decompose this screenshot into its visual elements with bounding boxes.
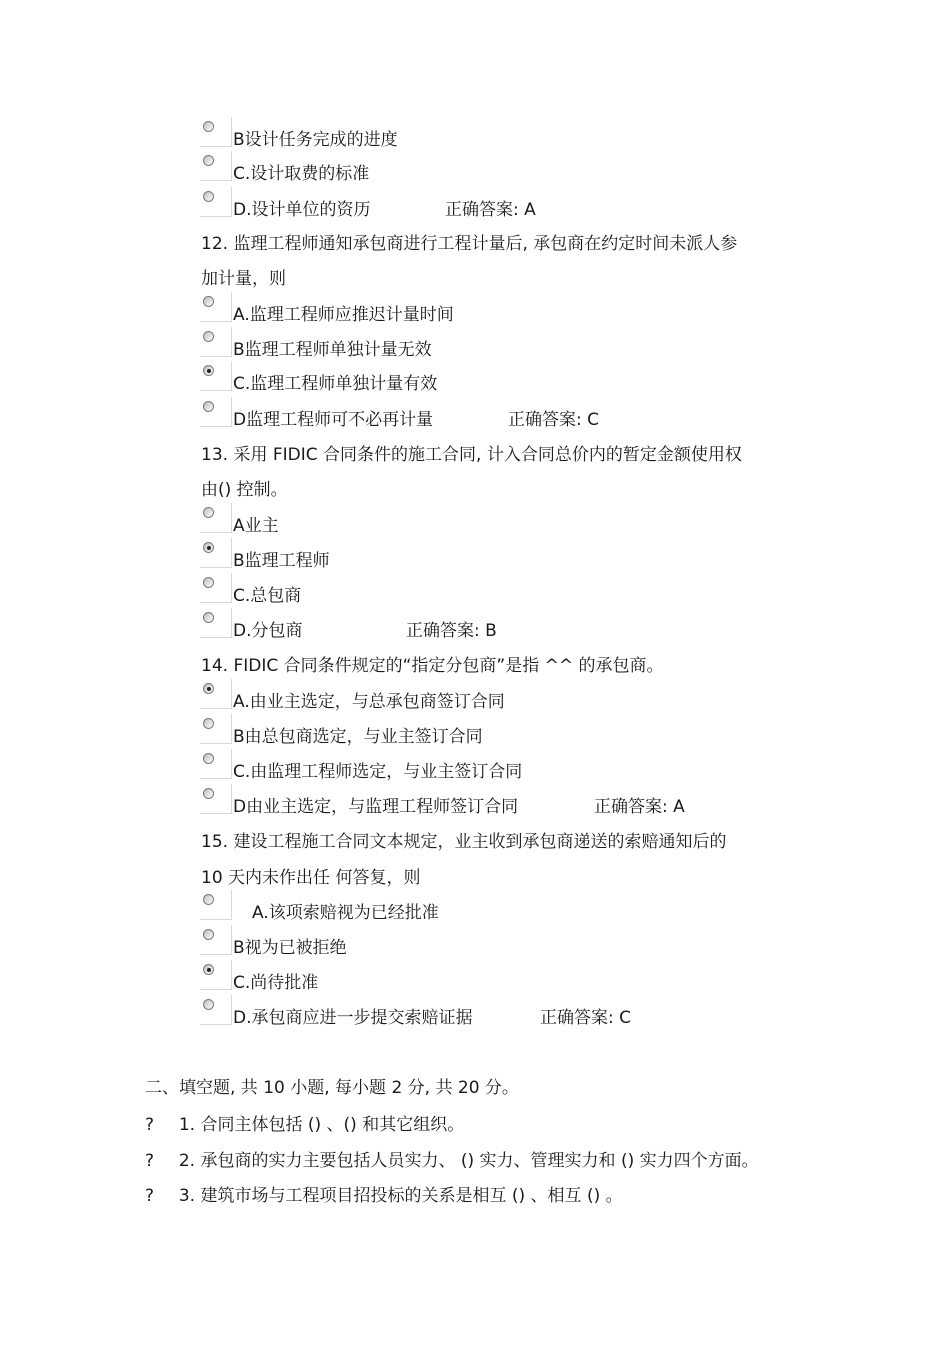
radio-button[interactable] bbox=[200, 292, 232, 322]
fill-item-1 bbox=[145, 1115, 464, 1135]
radio-button[interactable] bbox=[200, 361, 232, 391]
correct-answer: 正确答案: B bbox=[406, 621, 497, 641]
q11-option-b[interactable] bbox=[200, 117, 760, 151]
item-text: 1. 合同主体包括 () 、() 和其它组织。 bbox=[178, 1115, 465, 1135]
q13-stem-line2: 由() 控制。 bbox=[201, 480, 288, 500]
radio-circle-icon bbox=[203, 999, 214, 1010]
option-label: A业主 bbox=[233, 516, 279, 536]
q15-option-d[interactable] bbox=[200, 995, 760, 1029]
option-label: C.尚待批准 bbox=[233, 973, 319, 993]
correct-answer: 正确答案: C bbox=[540, 1008, 632, 1028]
q12-option-a[interactable] bbox=[200, 292, 760, 326]
q11-option-c[interactable] bbox=[200, 151, 760, 185]
radio-button[interactable] bbox=[200, 749, 232, 779]
option-label: A.监理工程师应推迟计量时间 bbox=[233, 305, 454, 325]
q13-option-b[interactable] bbox=[200, 538, 760, 572]
radio-button[interactable] bbox=[200, 117, 232, 147]
radio-circle-icon bbox=[203, 612, 214, 623]
q13-option-a[interactable] bbox=[200, 503, 760, 537]
radio-circle-icon bbox=[203, 331, 214, 342]
radio-button[interactable] bbox=[200, 995, 232, 1025]
radio-button[interactable] bbox=[200, 187, 232, 217]
radio-circle-icon bbox=[203, 401, 214, 412]
radio-checked-icon bbox=[203, 964, 214, 975]
option-label: C.由监理工程师选定，与业主签订合同 bbox=[233, 762, 523, 782]
correct-answer: 正确答案: A bbox=[594, 797, 685, 817]
q14-stem-line1: 14. FIDIC 合同条件规定的“指定分包商”是指 ^^ 的承包商。 bbox=[201, 656, 664, 676]
option-label: D监理工程师可不必再计量 bbox=[233, 410, 434, 430]
radio-button[interactable] bbox=[200, 327, 232, 357]
radio-circle-icon bbox=[203, 296, 214, 307]
item-marker: ? bbox=[145, 1186, 155, 1206]
section2-title: 二、填空题, 共 10 小题, 每小题 2 分, 共 20 分。 bbox=[145, 1078, 519, 1098]
radio-button[interactable] bbox=[200, 151, 232, 181]
radio-button[interactable] bbox=[200, 714, 232, 744]
radio-checked-icon bbox=[203, 542, 214, 553]
q12-stem-line2: 加计量，则 bbox=[201, 269, 286, 289]
option-label: B设计任务完成的进度 bbox=[233, 130, 398, 150]
q13-stem-line1: 13. 采用 FIDIC 合同条件的施工合同, 计入合同总价内的暂定金额使用权 bbox=[201, 445, 742, 465]
option-label: D由业主选定，与监理工程师签订合同 bbox=[233, 797, 519, 817]
q14-option-b[interactable] bbox=[200, 714, 760, 748]
option-label: C.总包商 bbox=[233, 586, 302, 606]
option-label: B由总包商选定，与业主签订合同 bbox=[233, 727, 483, 747]
radio-button[interactable] bbox=[200, 608, 232, 638]
radio-circle-icon bbox=[203, 894, 214, 905]
q14-option-c[interactable] bbox=[200, 749, 760, 783]
q11-option-d[interactable] bbox=[200, 187, 760, 221]
q14-option-d[interactable] bbox=[200, 784, 760, 818]
option-label: A.该项索赔视为已经批准 bbox=[252, 903, 439, 923]
radio-circle-icon bbox=[203, 155, 214, 166]
fill-item-2 bbox=[145, 1151, 759, 1171]
q12-option-b[interactable] bbox=[200, 327, 760, 361]
q15-option-b[interactable] bbox=[200, 925, 760, 959]
radio-circle-icon bbox=[203, 788, 214, 799]
option-label: B视为已被拒绝 bbox=[233, 938, 347, 958]
radio-circle-icon bbox=[203, 577, 214, 588]
radio-circle-icon bbox=[203, 121, 214, 132]
option-label: D.承包商应进一步提交索赔证据 bbox=[233, 1008, 473, 1028]
option-label: D.分包商 bbox=[233, 621, 303, 641]
radio-checked-icon bbox=[203, 683, 214, 694]
radio-circle-icon bbox=[203, 753, 214, 764]
q15-stem-line2: 10 天内未作出任 何答复，则 bbox=[201, 868, 421, 888]
radio-button[interactable] bbox=[200, 397, 232, 427]
radio-button[interactable] bbox=[200, 925, 232, 955]
q15-stem-line1: 15. 建设工程施工合同文本规定，业主收到承包商递送的索赔通知后的 bbox=[201, 832, 727, 852]
correct-answer: 正确答案: C bbox=[508, 410, 600, 430]
radio-circle-icon bbox=[203, 929, 214, 940]
q12-option-c[interactable] bbox=[200, 361, 760, 395]
q13-option-d[interactable] bbox=[200, 608, 760, 642]
q14-option-a[interactable] bbox=[200, 679, 760, 713]
q12-option-d[interactable] bbox=[200, 397, 760, 431]
correct-answer: 正确答案: A bbox=[445, 200, 536, 220]
radio-circle-icon bbox=[203, 191, 214, 202]
q15-option-c[interactable] bbox=[200, 960, 760, 994]
q15-option-a[interactable] bbox=[200, 890, 760, 924]
option-label: B监理工程师单独计量无效 bbox=[233, 340, 432, 360]
radio-circle-icon bbox=[203, 507, 214, 518]
option-label: B监理工程师 bbox=[233, 551, 330, 571]
option-label: D.设计单位的资历 bbox=[233, 200, 371, 220]
radio-button[interactable] bbox=[200, 960, 232, 990]
q12-stem-line1: 12. 监理工程师通知承包商进行工程计量后, 承包商在约定时间未派人参 bbox=[201, 234, 738, 254]
q13-option-c[interactable] bbox=[200, 573, 760, 607]
option-label: C.监理工程师单独计量有效 bbox=[233, 374, 438, 394]
radio-button[interactable] bbox=[200, 890, 232, 920]
option-label: A.由业主选定，与总承包商签订合同 bbox=[233, 692, 505, 712]
item-marker: ? bbox=[145, 1115, 155, 1135]
radio-button[interactable] bbox=[200, 784, 232, 814]
radio-circle-icon bbox=[203, 718, 214, 729]
item-marker: ? bbox=[145, 1151, 155, 1171]
fill-item-3 bbox=[145, 1186, 623, 1206]
item-text: 3. 建筑市场与工程项目招投标的关系是相互 () 、相互 () 。 bbox=[178, 1186, 623, 1206]
radio-checked-icon bbox=[203, 365, 214, 376]
radio-button[interactable] bbox=[200, 503, 232, 533]
radio-button[interactable] bbox=[200, 538, 232, 568]
radio-button[interactable] bbox=[200, 573, 232, 603]
item-text: 2. 承包商的实力主要包括人员实力、 () 实力、管理实力和 () 实力四个方面。 bbox=[178, 1151, 759, 1171]
option-label: C.设计取费的标准 bbox=[233, 164, 370, 184]
radio-button[interactable] bbox=[200, 679, 232, 709]
